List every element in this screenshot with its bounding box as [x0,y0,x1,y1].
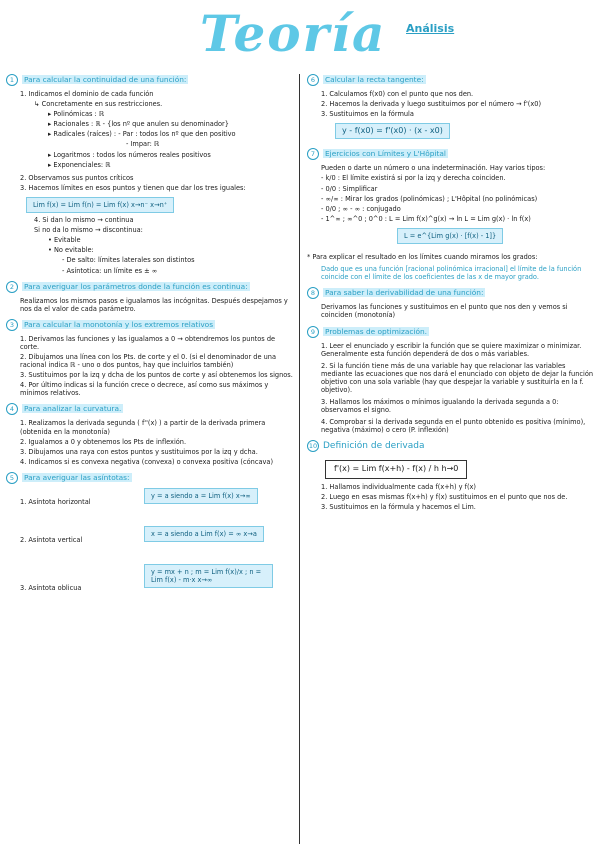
section-title: Para calcular la continuidad de una función: [24,75,187,84]
asymptote-oblique [6,564,293,618]
text-line: 1. Calculamos f(x0) con el punto que nos den. [321,90,474,98]
text-line: 1. Indicamos el dominio de cada función [20,90,154,98]
text-line: 1. Realizamos la derivada segunda ( f''(x) ) a partir de la derivada primera (obtenida en la monotonía) [20,419,266,436]
text-line: 2. Si la función tiene más de una variable hay que relacionar las variables mediante las ecuaciones que nos dará el enunciado con objeto de dejar la función objetivo con una sola variable (hay que despejar la variable y sustituirla en la f. objetivo). [321,361,594,394]
section-number: 1 [6,74,18,86]
text-line: ↳ Concretamente en sus restricciones. [34,100,163,109]
asymptote-vertical [6,526,293,564]
formula-box: L = e^{Lim g(x) · [f(x) - 1]} [397,228,503,244]
section-title: Para analizar la curvatura. [24,404,122,414]
text-line: 3. Hallamos los máximos o mínimos igualando la derivada segunda a 0: observamos el signo. [321,398,559,415]
section-number: 8 [307,287,319,299]
text-line: - 0/0 ; ∞ - ∞ : conjugado [321,204,401,213]
section-continuity [6,74,293,275]
column-divider [299,74,300,844]
text-line: 3. Sustituimos en la fórmula [321,110,414,119]
right-column [307,74,596,517]
text-line: - 0/0 : Simplificar [321,184,378,193]
text-line: - k/0 : El límite existirá si por la izq y derecha coinciden. [321,174,506,183]
section-derivative-definition [307,440,596,510]
asymptote-label: 1. Asíntota horizontal [20,497,91,506]
note-text: * Para explicar el resultado en los límites cuando miramos los grados: [307,253,538,262]
section-number: 5 [6,472,18,484]
note-text: Dado que es una función [racional polinómica irracional] el límite de la función coincide con el límite de los coeficientes de las x de mayor grado. [321,265,582,282]
text-line: Si no da lo mismo → discontinua: [34,226,143,235]
text-paragraph: Pueden o darte un número o una indeterminación. Hay varios tipos: [321,164,546,173]
text-line: 4. Indicamos si es convexa negativa (convexa) o convexa positiva (cóncava) [20,457,274,466]
section-title: Ejercicios con Límites y L'Hôpital [325,149,446,159]
text-line: 2. Dibujamos una línea con los Pts. de corte y el 0. (si el denominador de una racional indica ℝ - uno o dos puntos, hay que incluirlos también) [20,352,277,370]
left-column [6,74,293,624]
formula-box: y - f(x0) = f'(x0) · (x - x0) [335,123,450,139]
text-paragraph: Realizamos los mismos pasos e igualamos las incógnitas. Después despejamos y nos da el valor de cada parámetro. [20,296,288,313]
formula-box: y = mx + n ; m = Lim f(x)/x ; n = Lim f(x) - m·x x→∞ [144,564,273,588]
text-line: ▸ Exponenciales: ℝ [48,160,111,169]
text-line: 1. Hallamos individualmente cada f(x+h) y f(x) [321,482,476,491]
text-line: - Asíntotica: un límite es ± ∞ [62,266,158,275]
text-line: • No evitable: [48,246,94,255]
page-title: Teoría [200,4,387,63]
section-monotony [6,319,293,398]
section-tangent [307,74,596,142]
section-number: 3 [6,319,18,331]
page-subtitle: Análisis [406,22,455,35]
text-line: 4. Si dan lo mismo → continua [34,216,134,225]
asymptote-horizontal [6,488,293,526]
text-line: 2. Hacemos la derivada y luego sustituimos por el número → f'(x0) [321,100,542,109]
section-number: 4 [6,403,18,415]
text-line: - ∞/∞ : Mirar los grados (polinómicas) ; L'Hôpital (no polinómicas) [321,194,538,203]
section-title: Para averiguar los parámetros donde la función es continua: [24,281,248,291]
text-line: - De salto: límites laterales son distintos [62,256,195,265]
section-title: Para saber la derivabilidad de una función: [325,288,484,298]
section-number: 7 [307,148,319,160]
text-line: ▸ Racionales : ℝ - {los nº que anulen su denominador} [48,120,229,129]
text-line: 3. Sustituimos por la izq y dcha de los puntos de corte y así obtenemos los signos. [20,371,293,380]
asymptote-label: 3. Asíntota oblicua [20,583,82,592]
section-title: Para averiguar las asíntotas: [24,472,130,482]
section-derivability [307,287,596,319]
text-line: 2. Observamos sus puntos críticos [20,173,134,182]
section-title: Problemas de optimización. [325,326,428,336]
text-line: 4. Por último indicas si la función crece o decrece, así como sus máximos y mínimos relativos. [20,381,269,398]
text-line: - Impar: ℝ [126,140,160,149]
formula-box: x = a siendo a Lim f(x) = ∞ x→a [144,526,264,542]
section-title: Calcular la recta tangente: [325,75,424,84]
formula-box: f'(x) = Lim f(x+h) - f(x) / h h→0 [325,460,467,478]
text-line: 1. Leer el enunciado y escribir la función que se quiere maximizar o minimizar. Generalmente esta función dependerá de dos o más variables. [321,341,582,358]
text-line: ▸ Radicales (raíces) : - Par : todos los nº que den positivo [48,130,236,139]
section-number: 10 [308,442,318,451]
section-title: Para calcular la monotonía y los extremos relativos [24,319,214,329]
section-number: 9 [307,326,319,338]
section-curvature [6,403,293,465]
text-line: 3. Sustituimos en la fórmula y hacemos el Lim. [321,502,476,511]
text-paragraph: Derivamos las funciones y sustituimos en el punto que nos den y vemos si coinciden (monotonía) [321,303,568,320]
text-line: 1. Derivamos las funciones y las igualamos a 0 → obtendremos los puntos de corte. [20,334,276,351]
text-line: 4. Comprobar si la derivada segunda en el punto obtenido es positiva (mínimo), negativa (máximo) o cero (P. inflexión) [321,418,586,435]
section-limits [307,148,596,281]
text-line: • Evitable [48,236,81,245]
text-line: ▸ Logaritmos : todos los números reales positivos [48,150,211,159]
section-number: 2 [6,281,18,293]
text-line: 2. Igualamos a 0 y obtenemos los Pts de inflexión. [20,437,187,446]
text-line: - 1^∞ ; ∞^0 ; 0^0 : L = Lim f(x)^g(x) → ln L = Lim g(x) · ln f(x) [321,214,531,223]
formula-box: y = a siendo a = Lim f(x) x→∞ [144,488,258,504]
section-asymptotes [6,472,293,618]
section-title: Definición de derivada [323,441,425,452]
section-number: 6 [307,74,319,86]
formula-box: Lim f(x) = Lim f(n) = Lim f(x) x→n⁻ x→n⁺ [26,197,174,213]
section-parameters [6,281,293,313]
text-line: 3. Hacemos límites en esos puntos y tienen que dar los tres iguales: [20,183,246,192]
text-line: 3. Dibujamos una raya con estos puntos y sustituimos por la izq y dcha. [20,447,258,456]
asymptote-label: 2. Asíntota vertical [20,535,83,544]
section-optimization [307,326,596,435]
text-line: 2. Luego en esas mismas f(x+h) y f(x) sustituimos en el punto que nos de. [321,492,568,501]
text-line: ▸ Polinómicas : ℝ [48,110,105,119]
